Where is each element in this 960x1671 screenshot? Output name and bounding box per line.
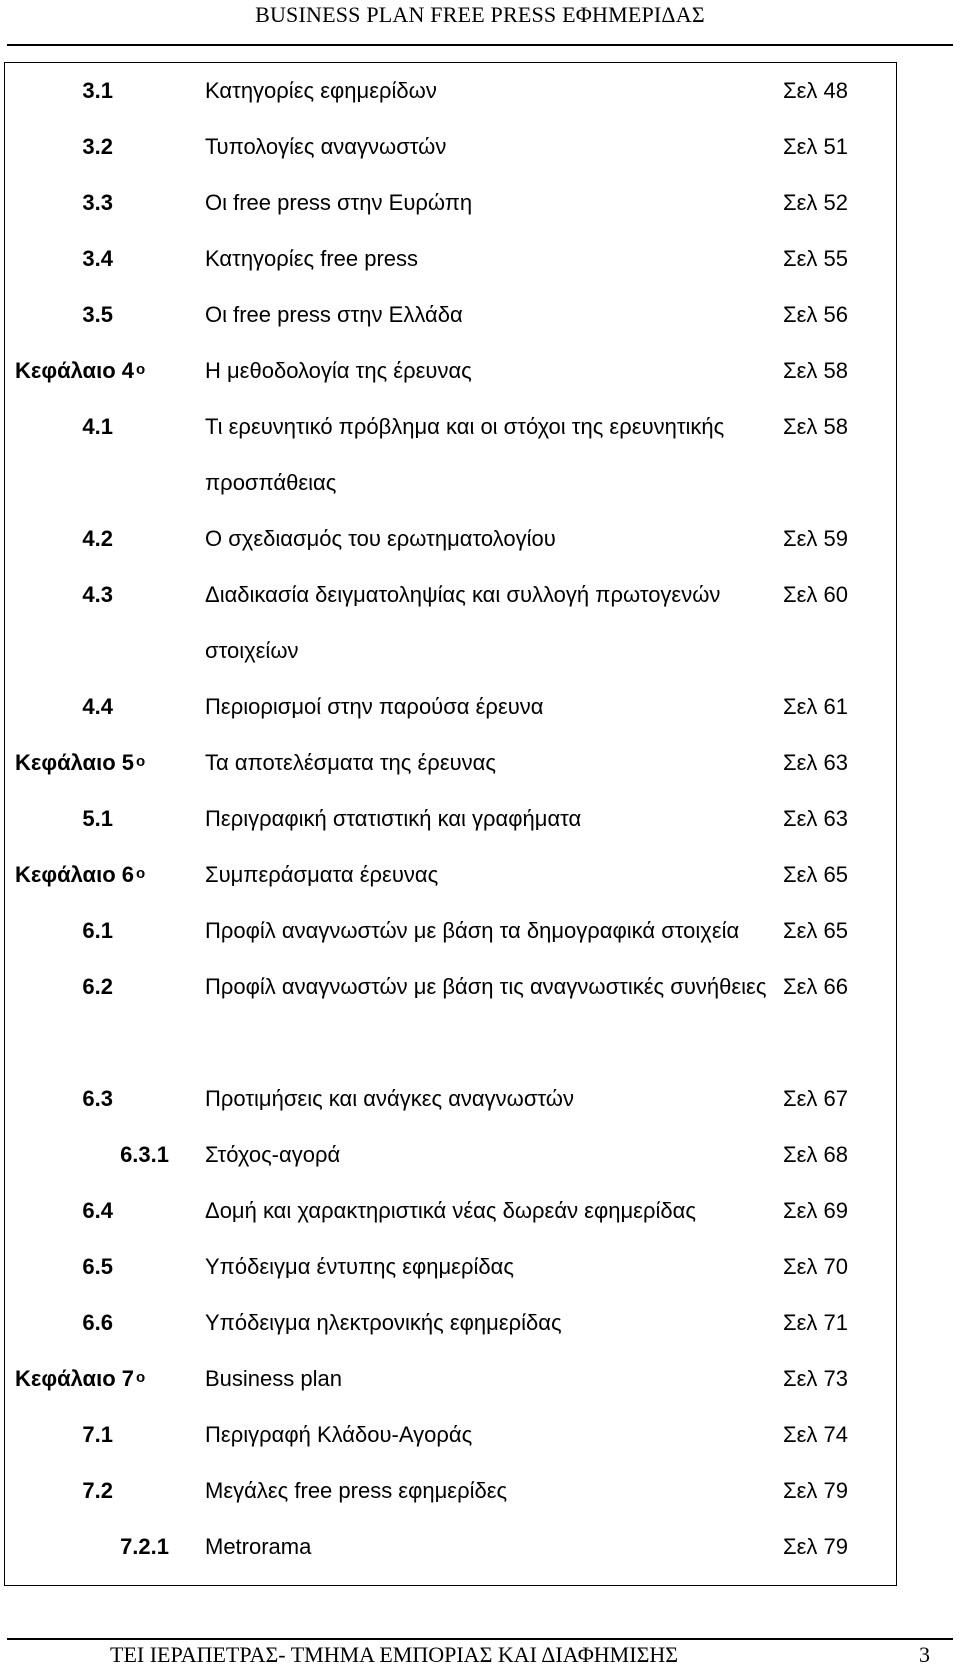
toc-title: Δομή και χαρακτηριστικά νέας δωρεάν εφημερίδας — [205, 1198, 696, 1223]
toc-title: Συμπεράσματα έρευνας — [205, 862, 439, 887]
toc-page: Σελ 73 — [783, 1366, 848, 1391]
toc-page: Σελ 51 — [783, 134, 848, 159]
toc-row — [5, 1071, 896, 1127]
toc-page: Σελ 61 — [783, 694, 848, 719]
toc-title: Περιγραφή Κλάδου-Αγοράς — [205, 1422, 473, 1447]
toc-page: Σελ 68 — [783, 1142, 848, 1167]
toc-row — [5, 399, 896, 511]
toc-page: Σελ 63 — [783, 750, 848, 775]
toc-row — [5, 567, 896, 679]
toc-page: Σελ 63 — [783, 806, 848, 831]
toc-row — [5, 903, 896, 959]
toc-row — [5, 791, 896, 847]
toc-number: 3.1 — [82, 78, 113, 103]
toc-page: Σελ 65 — [783, 918, 848, 943]
toc-chapter-number: Κεφάλαιο 5 $^o$ — [15, 750, 146, 775]
toc-title: Περιορισμοί στην παρούσα έρευνα — [205, 694, 544, 719]
page-footer — [110, 1641, 930, 1671]
toc-title: Ο σχεδιασμός του ερωτηματολογίου — [205, 526, 556, 551]
toc-row — [5, 175, 896, 231]
toc-page: Σελ 59 — [783, 526, 848, 551]
toc-row — [5, 231, 896, 287]
toc-number: 4.1 — [82, 414, 113, 439]
toc-row — [5, 1183, 896, 1239]
toc-chapter-number: Κεφάλαιο 6 $^o$ — [15, 862, 146, 887]
toc-number: 3.4 — [82, 246, 113, 271]
toc-chapter-row — [5, 735, 896, 791]
toc-number: 6.6 — [82, 1310, 113, 1335]
toc-title: Προφίλ αναγνωστών με βάση τις αναγνωστικές συνήθειες — [205, 974, 767, 999]
toc-subsection-row — [5, 1519, 896, 1575]
toc-chapter-number: Κεφάλαιο 7 $^o$ — [15, 1366, 146, 1391]
toc-number: 4.2 — [82, 526, 113, 551]
toc-title: Κατηγορίες εφημερίδων — [205, 78, 437, 103]
toc-row — [5, 63, 896, 119]
toc-title: Διαδικασία δειγματοληψίας και συλλογή πρωτογενών στοιχείων — [205, 582, 721, 663]
toc-row — [5, 1239, 896, 1295]
toc-title: Τα αποτελέσματα της έρευνας — [205, 750, 496, 775]
toc-title: Τι ερευνητικό πρόβλημα και οι στόχοι της ερευνητικής προσπάθειας — [205, 414, 725, 495]
toc-number: 4.3 — [82, 582, 113, 607]
toc-chapter-row — [5, 1351, 896, 1407]
toc-row — [5, 679, 896, 735]
toc-title: Περιγραφική στατιστική και γραφήματα — [205, 806, 582, 831]
toc-number: 6.4 — [82, 1198, 113, 1223]
toc-chapter-row — [5, 343, 896, 399]
toc-number: 3.5 — [82, 302, 113, 327]
toc-subsection-row — [5, 1127, 896, 1183]
toc-number: 4.4 — [82, 694, 113, 719]
toc-page: Σελ 56 — [783, 302, 848, 327]
toc-number: 7.2 — [82, 1478, 113, 1503]
table-of-contents — [4, 62, 897, 1586]
toc-row — [5, 511, 896, 567]
toc-page: Σελ 48 — [783, 78, 848, 103]
toc-number: 7.2.1 — [120, 1534, 169, 1559]
toc-number: 6.5 — [82, 1254, 113, 1279]
toc-title: Υπόδειγμα έντυπης εφημερίδας — [205, 1254, 514, 1279]
toc-row — [5, 959, 896, 1071]
toc-page: Σελ 58 — [783, 358, 848, 383]
toc-page: Σελ 69 — [783, 1198, 848, 1223]
toc-page: Σελ 79 — [783, 1534, 848, 1559]
toc-page: Σελ 71 — [783, 1310, 848, 1335]
toc-row — [5, 1407, 896, 1463]
toc-page: Σελ 79 — [783, 1478, 848, 1503]
toc-title: Business plan — [205, 1366, 342, 1391]
toc-chapter-number: Κεφάλαιο 4 $^o$ — [15, 358, 146, 383]
toc-row — [5, 119, 896, 175]
toc-page: Σελ 74 — [783, 1422, 848, 1447]
toc-number: 6.3 — [82, 1086, 113, 1111]
toc-page: Σελ 66 — [783, 974, 848, 999]
toc-title: Metrorama — [205, 1534, 312, 1559]
toc-title: Οι free press στην Ευρώπη — [205, 190, 473, 215]
toc-page: Σελ 58 — [783, 414, 848, 439]
footer-text: ΤΕΙ ΙΕΡΑΠΕΤΡΑΣ- ΤΜΗΜΑ ΕΜΠΟΡΙΑΣ ΚΑΙ ΔΙΑΦΗΜΙΣΗΣ — [110, 1642, 679, 1667]
page-number: 3 — [919, 1642, 930, 1667]
toc-title: Στόχος-αγορά — [205, 1142, 341, 1167]
toc-chapter-row — [5, 847, 896, 903]
toc-number: 3.3 — [82, 190, 113, 215]
toc-title: Κατηγορίες free press — [205, 246, 419, 271]
toc-title: Υπόδειγμα ηλεκτρονικής εφημερίδας — [205, 1310, 562, 1335]
toc-page: Σελ 52 — [783, 190, 848, 215]
toc-row — [5, 1295, 896, 1351]
toc-number: 6.2 — [82, 974, 113, 999]
toc-page: Σελ 70 — [783, 1254, 848, 1279]
page-header — [0, 0, 960, 30]
toc-number: 7.1 — [82, 1422, 113, 1447]
toc-title: Μεγάλες free press εφημερίδες — [205, 1478, 508, 1503]
toc-page: Σελ 55 — [783, 246, 848, 271]
toc-row — [5, 287, 896, 343]
header-divider — [7, 44, 953, 46]
toc-title: Οι free press στην Ελλάδα — [205, 302, 463, 327]
toc-page: Σελ 67 — [783, 1086, 848, 1111]
toc-row — [5, 1463, 896, 1519]
toc-title: Προτιμήσεις και ανάγκες αναγνωστών — [205, 1086, 574, 1111]
toc-number: 5.1 — [82, 806, 113, 831]
toc-number: 3.2 — [82, 134, 113, 159]
toc-page: Σελ 65 — [783, 862, 848, 887]
header-title: BUSINESS PLAN FREE PRESS ΕΦΗΜΕΡΙΔΑΣ — [255, 2, 705, 27]
toc-page: Σελ 60 — [783, 582, 848, 607]
toc-title: Τυπολογίες αναγνωστών — [205, 134, 447, 159]
toc-number: 6.3.1 — [120, 1142, 169, 1167]
toc-title: Προφίλ αναγνωστών με βάση τα δημογραφικά στοιχεία — [205, 918, 740, 943]
footer-divider — [7, 1638, 953, 1640]
toc-title: Η μεθοδολογία της έρευνας — [205, 358, 472, 383]
toc-number: 6.1 — [82, 918, 113, 943]
